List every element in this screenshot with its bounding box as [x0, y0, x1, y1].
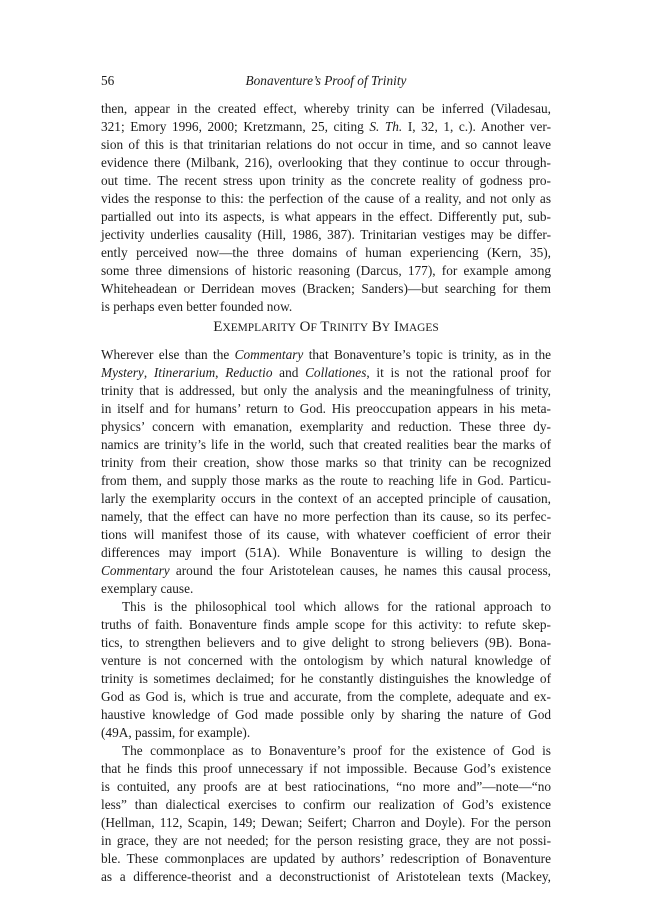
- text-line: vides the response to this: the perfection of the cause of a reality, and not only as: [101, 191, 551, 206]
- text-run: that Bonaventure’s topic is trinity, as in the: [303, 347, 551, 362]
- text-line: [101, 562, 551, 580]
- text-run: ,: [143, 365, 154, 380]
- work-title: Commentary: [101, 563, 170, 578]
- heading-cap: I: [393, 319, 399, 335]
- heading-cap: T: [320, 319, 330, 335]
- text-line: jectivity underlies causality (Hill, 1986, 387). Trinitarian vestiges may be differ-: [101, 227, 551, 242]
- text-line: trinity is sometimes declaimed; for he constantly distinguishes the knowledge of: [101, 671, 551, 686]
- text-run: ,: [215, 365, 226, 380]
- text-line: tics, to strengthen believers and to give delight to strong believers (9B). Bona-: [101, 635, 551, 650]
- heading-cap: E: [213, 319, 223, 335]
- work-title: Itinerarium: [153, 365, 216, 380]
- text-line: This is the philosophical tool which allows for the rational approach to: [122, 599, 551, 614]
- text-line: then, appear in the created effect, whereby trinity can be inferred (Viladesau,: [101, 101, 551, 116]
- text-line: The commonplace as to Bonaventure’s proof for the existence of God is: [122, 743, 551, 758]
- text-run: , it is not the rational proof for: [366, 365, 551, 380]
- text-line: ently perceived now—the three domains of human experiencing (Kern, 35),: [101, 245, 551, 260]
- work-title: Reductio: [225, 365, 273, 380]
- section-heading: [101, 318, 551, 337]
- heading-smallcaps: XEMPLARITY: [222, 322, 296, 334]
- heading-cap: O: [299, 319, 311, 335]
- text-line: sion of this is that trinitarian relations do not occur in time, and so cannot leave: [101, 137, 551, 152]
- text-run: Wherever else than the: [101, 347, 235, 362]
- text-line: (49A, passim, for example).: [101, 725, 251, 740]
- text-line: ble. These commonplaces are updated by authors’ redescription of Bonaventure: [101, 851, 551, 866]
- text-line: namely, that the effect can have no more perfection than its cause, so its perfec-: [101, 509, 551, 524]
- text-line: evidence there (Milbank, 216), overlooking that they continue to occur through-: [101, 155, 551, 170]
- text-line: God as God is, which is true and accurate, from the complete, adequate and ex-: [101, 689, 551, 704]
- text-line: truths of faith. Bonaventure finds ample scope for this activity: to refute skep-: [101, 617, 551, 632]
- text-run: 321; Emory 1996, 2000; Kretzmann, 25, citing: [101, 119, 370, 134]
- text-line: partialled out into its aspects, is what appears in the effect. Differently put, sub-: [101, 209, 551, 224]
- text-line: differences may import (51A). While Bonaventure is willing to design the: [101, 545, 551, 560]
- text-line: that he finds this proof unnecessary if not impossible. Because God’s existence: [101, 761, 551, 776]
- text-line: is perhaps even better founded now.: [101, 299, 293, 314]
- running-title: Bonaventure’s Proof of Trinity: [245, 73, 407, 88]
- text-line: namics are trinity’s life in the world, such that created realities bear the marks of: [101, 437, 551, 452]
- text-line: Whiteheadean or Derridean moves (Bracken; Sanders)—but searching for them: [101, 281, 551, 296]
- text-line: venture is not concerned with the ontologism by which natural knowledge of: [101, 653, 551, 668]
- text-line: trinity from their creation, show those marks so that trinity can be recognized: [101, 455, 551, 470]
- text-line: [101, 364, 551, 382]
- text-line: less” than dialectical exercises to confirm our realization of God’s existence: [101, 797, 551, 812]
- text-line: physics’ concern with emanation, exemplarity and reduction. These three dy-: [101, 419, 551, 434]
- text-line: tions will manifest those of its cause, with whatever coefficient of error their: [101, 527, 551, 542]
- text-run: around the four Aristotelean causes, he names this causal process,: [169, 563, 551, 578]
- text-line: in itself and for humans’ return to God. His preoccupation appears in his meta-: [101, 401, 551, 416]
- text-run: I, 32, 1, c.). Another ver-: [402, 119, 551, 134]
- work-title: Collationes: [305, 365, 367, 380]
- text-line: trinity that is addressed, but only the analysis and the meaningfulness of trinity,: [101, 383, 551, 398]
- text-line: larly the exemplarity occurs in the context of an accepted principle of causation,: [101, 491, 551, 506]
- text-line: [101, 346, 551, 364]
- text-line: in grace, they are not needed; for the person resisting grace, they are not possi-: [101, 833, 551, 848]
- work-title: Commentary: [234, 347, 304, 362]
- heading-cap: B: [371, 319, 382, 335]
- text-line: from them, and supply those marks as the route to reaching life in God. Particu-: [101, 473, 551, 488]
- text-line: as a difference-theorist and a deconstructionist of Aristotelean texts (Mackey,: [101, 869, 551, 884]
- heading-smallcaps: Y: [381, 322, 391, 334]
- heading-smallcaps: RINITY: [329, 322, 369, 334]
- running-head: [101, 73, 551, 91]
- text-line: (Hellman, 112, Scapin, 149; Dewan; Seifert; Charron and Doyle). For the person: [101, 815, 551, 830]
- heading-smallcaps: MAGES: [398, 322, 439, 334]
- heading-smallcaps: F: [310, 322, 317, 334]
- text-run: and: [272, 365, 306, 380]
- citation-title: S. Th.: [369, 119, 403, 134]
- text-line: haustive knowledge of God made possible only by sharing the nature of God: [101, 707, 551, 722]
- text-line: some three dimensions of historic reasoning (Darcus, 177), for example among: [101, 263, 551, 278]
- work-title: Mystery: [101, 365, 144, 380]
- text-line: exemplary cause.: [101, 581, 194, 596]
- text-line: out time. The recent stress upon trinity as the concrete reality of godness pro-: [101, 173, 551, 188]
- page-number: 56: [101, 73, 115, 88]
- text-line: [101, 118, 551, 136]
- text-line: is contuited, any proofs are at best ratiocinations, “no more and”—note—“no: [101, 779, 551, 794]
